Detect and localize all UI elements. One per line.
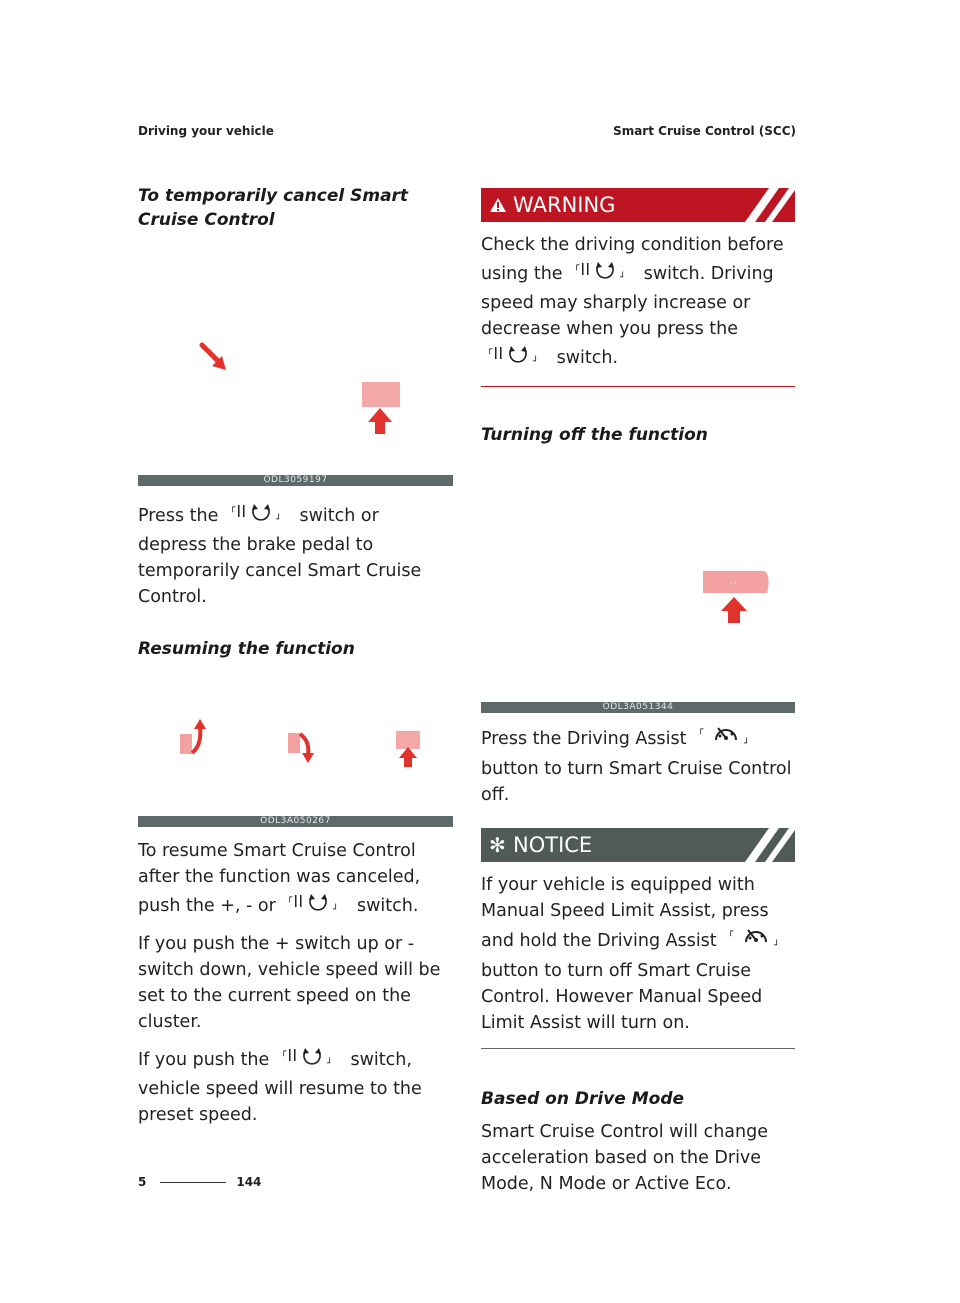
warning-text-1: Check the driving condition before using the — [481, 235, 784, 284]
pause-resume-switch-icon — [287, 890, 345, 922]
highlight-area — [396, 731, 420, 749]
svg-text:┘: ┘ — [533, 357, 539, 366]
switch-up-icon — [180, 719, 206, 754]
button-glyph: ◦◦ — [729, 580, 738, 588]
svg-text:┘: ┘ — [744, 739, 750, 748]
section-title-off: Turning off the function — [481, 425, 708, 445]
svg-text:┌: ┌ — [280, 1047, 287, 1057]
paragraph-cancel — [138, 500, 453, 610]
banner-slash-decoration — [735, 828, 795, 862]
notice-label: NOTICE — [513, 833, 593, 857]
warning-text-3: switch. — [556, 348, 619, 368]
section-title-cancel: To temporarily cancel Smart Cruise Control — [138, 186, 409, 230]
svg-text:┌: ┌ — [574, 261, 580, 271]
running-header-right: Smart Cruise Control (SCC) — [613, 124, 796, 138]
section-title-drive-mode: Based on Drive Mode — [481, 1089, 685, 1109]
section-title-resume: Resuming the function — [138, 639, 355, 659]
driving-assist-button-icon — [728, 924, 786, 958]
svg-text:┌: ┌ — [287, 893, 293, 903]
svg-text:┘: ┘ — [333, 905, 339, 914]
warning-triangle-icon — [489, 188, 507, 222]
warning-banner — [481, 188, 795, 222]
notice-text-2: button to turn off Smart Cruise Control. However Manual Speed Limit Assist will turn on. — [481, 961, 763, 1033]
svg-text:┌: ┌ — [487, 345, 493, 355]
paragraph-resume-1 — [138, 838, 453, 922]
svg-text:┘: ┘ — [620, 273, 626, 282]
off-text-after: button to turn Smart Cruise Control off. — [481, 759, 792, 805]
notice-text-1: If your vehicle is equipped with Manual Speed Limit Assist, press and hold the Driving Assist — [481, 875, 769, 951]
figure-cancel-caption: ODL3059197 — [138, 475, 453, 486]
chapter-number: 5 — [138, 1175, 147, 1189]
svg-text:┌: ┌ — [698, 725, 704, 735]
figure-off — [481, 447, 795, 713]
pause-resume-switch-icon — [281, 1044, 339, 1076]
switch-down-icon — [288, 733, 314, 763]
figure-cancel-illustration — [138, 232, 453, 475]
arrow-up-icon — [721, 597, 747, 623]
warning-divider — [481, 386, 795, 387]
page-number: 144 — [236, 1175, 262, 1189]
right-column — [481, 188, 795, 1197]
svg-text:┌: ┌ — [229, 503, 236, 513]
notice-divider — [481, 1048, 795, 1049]
cancel-text-after: switch or depress the brake pedal to temporarily cancel Smart Cruise Control. — [138, 506, 422, 607]
figure-resume-caption: ODL3A050267 — [138, 816, 453, 827]
svg-text:┘: ┘ — [275, 515, 282, 524]
paragraph-drive-mode: Smart Cruise Control will change acceleration based on the Drive Mode, N Mode or Active Eco. — [481, 1122, 768, 1194]
svg-text:┘: ┘ — [774, 941, 780, 950]
pause-resume-switch-icon — [487, 342, 545, 374]
resume-p1-before: To resume Smart Cruise Control after the function was canceled, push the +, - or — [138, 841, 421, 916]
resume-p3-before: If you push the — [138, 1050, 270, 1070]
warning-label: WARNING — [513, 193, 616, 217]
resume-p1-after: switch. — [356, 896, 419, 916]
pause-resume-switch-icon — [230, 500, 288, 532]
paragraph-resume-2: If you push the + switch up or - switch down, vehicle speed will be set to the current speed on the cluster. — [138, 934, 441, 1032]
highlight-area — [362, 382, 400, 407]
figure-cancel — [138, 232, 453, 486]
arrow-up-icon — [399, 747, 417, 767]
figure-resume-illustration — [138, 661, 453, 816]
figure-off-caption: ODL3A051344 — [481, 702, 795, 713]
footer-divider — [160, 1182, 226, 1183]
page-footer — [138, 1175, 261, 1189]
left-column — [138, 184, 453, 1128]
warning-text — [481, 232, 795, 374]
pause-resume-switch-icon — [574, 258, 632, 290]
notice-text — [481, 872, 795, 1036]
arrow-up-icon — [368, 408, 392, 434]
figure-off-illustration — [481, 447, 795, 702]
paragraph-off — [481, 722, 795, 808]
svg-text:┘: ┘ — [326, 1059, 333, 1068]
resume-p3-after: switch, vehicle speed will resume to the preset speed. — [138, 1050, 422, 1125]
off-text-before: Press the Driving Assist — [481, 729, 687, 749]
cancel-text-before: Press the — [138, 506, 219, 526]
driving-assist-button-icon — [698, 722, 756, 756]
warning-text-2: switch. Driving speed may sharply increase or decrease when you press the — [481, 264, 774, 339]
asterisk-icon: ✻ — [489, 833, 506, 857]
arrow-down-right-icon — [202, 345, 226, 370]
paragraph-resume-3 — [138, 1044, 453, 1128]
svg-text:┌: ┌ — [728, 927, 734, 937]
figure-resume — [138, 661, 453, 829]
running-header-left: Driving your vehicle — [138, 124, 274, 138]
notice-banner — [481, 828, 795, 862]
banner-slash-decoration — [735, 188, 795, 222]
